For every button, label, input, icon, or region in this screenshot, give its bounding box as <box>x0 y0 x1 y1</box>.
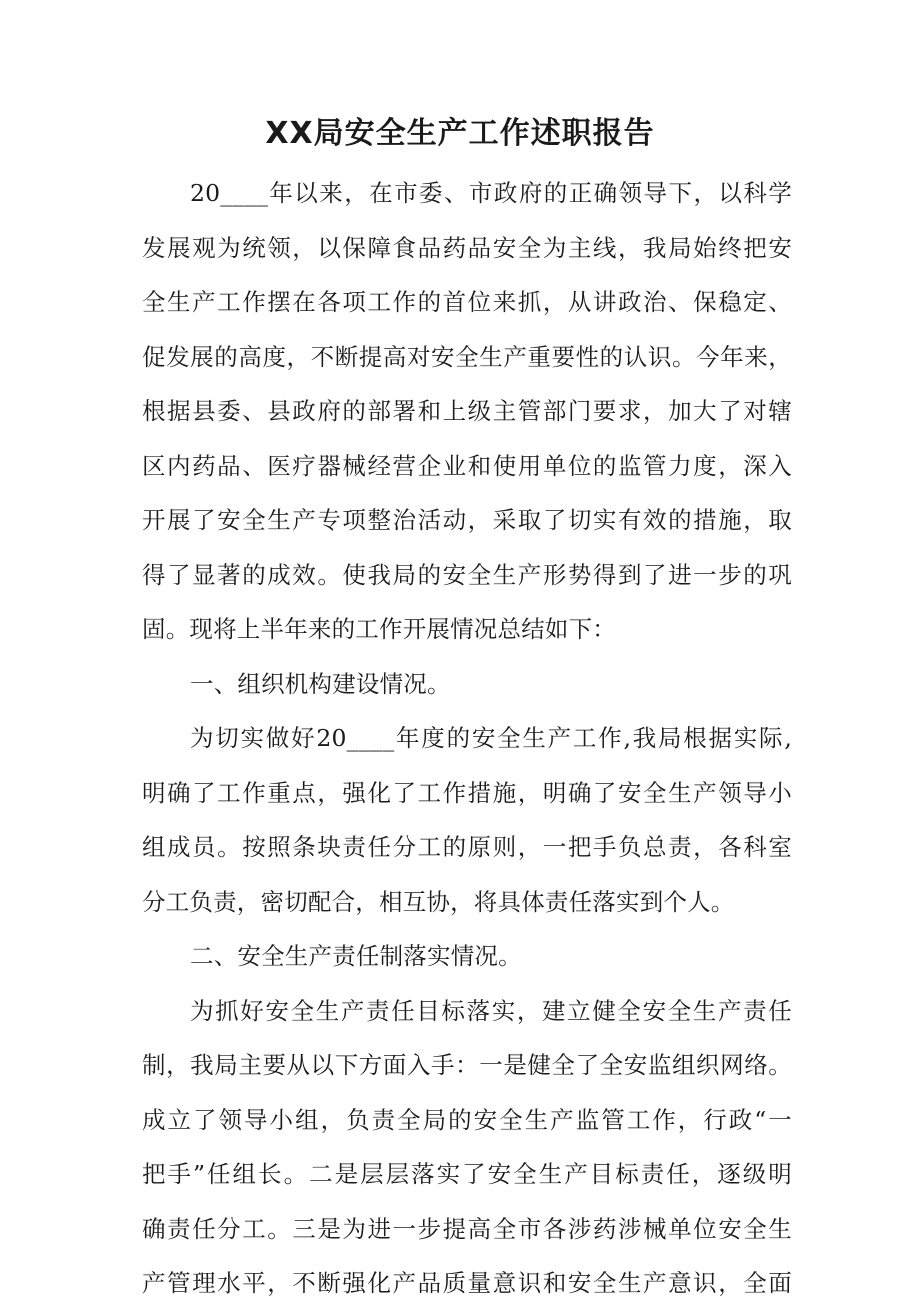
text-line: 为抓好安全生产责任目标落实，建立健全安全生产责任 <box>190 996 792 1025</box>
text-line: 二、安全生产责任制落实情况。 <box>190 942 522 970</box>
text-line: 全生产工作摆在各项工作的首位来抓，从讲政治、保稳定、 <box>142 288 792 316</box>
text-line: 把手”任组长。二是层层落实了安全生产目标责任，逐级明 <box>142 1160 792 1188</box>
text-line: 一、组织机构建设情况。 <box>190 669 451 698</box>
text-line: 制，我局主要从以下方面入手：一是健全了全安监组织网络。 <box>142 1051 792 1079</box>
text-line: 发展观为统领，以保障食品药品安全为主线，我局始终把安 <box>142 233 792 262</box>
text-line: 根据县委、县政府的部署和上级主管部门要求，加大了对辖 <box>142 397 792 425</box>
document-body <box>142 166 792 1311</box>
text-line: 成立了领导小组，负责全局的安全生产监管工作，行政“一 <box>142 1105 792 1134</box>
text-line: 明确了工作重点，强化了工作措施，明确了安全生产领导小 <box>142 778 792 807</box>
text-line: 固。现将上半年来的工作开展情况总结如下： <box>142 615 616 643</box>
text-line: 组成员。按照条块责任分工的原则，一把手负总责，各科室 <box>142 833 792 861</box>
document-title: XX局安全生产工作述职报告 <box>265 116 655 151</box>
text-line: 分工负责，密切配合，相互协，将具体责任落实到个人。 <box>142 887 735 916</box>
text-line: 20____年以来，在市委、市政府的正确领导下，以科学 <box>190 179 792 207</box>
text-line: 得了显著的成效。使我局的安全生产形势得到了进一步的巩 <box>142 560 792 589</box>
text-line: 区内药品、医疗器械经营企业和使用单位的监管力度，深入 <box>142 451 792 480</box>
text-line: 开展了安全生产专项整治活动，采取了切实有效的措施，取 <box>142 506 792 534</box>
text-line: 确责任分工。三是为进一步提高全市各涉药涉械单位安全生 <box>142 1214 792 1243</box>
text-line: 产管理水平，不断强化产品质量意识和安全生产意识，全面 <box>142 1269 792 1297</box>
text-line: 为切实做好20____年度的安全生产工作,我局根据实际, <box>190 724 792 752</box>
text-line: 促发展的高度，不断提高对安全生产重要性的认识。今年来， <box>142 342 792 371</box>
